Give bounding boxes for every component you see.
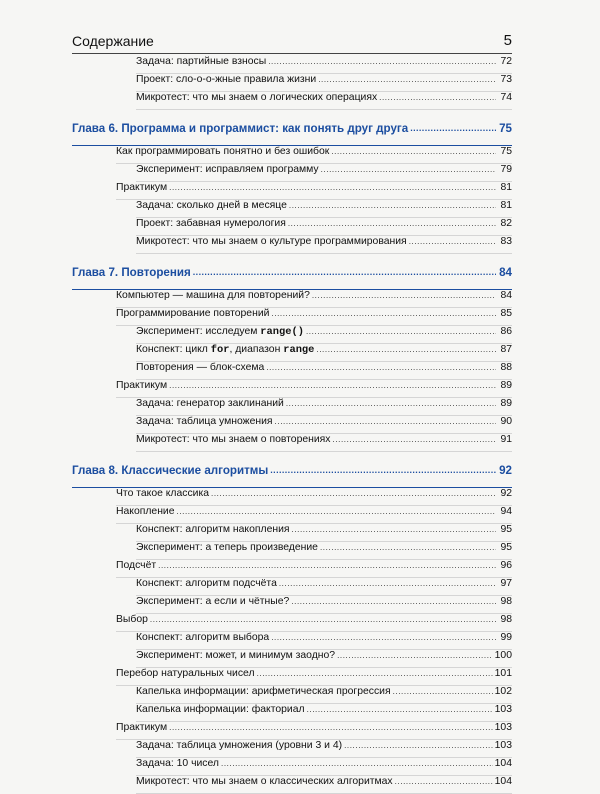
toc-entry[interactable]: Эксперимент: исправляем программу ..... 79	[72, 164, 512, 182]
toc-section[interactable]: Подсчёт ..... 96	[72, 560, 512, 578]
toc-section[interactable]: Перебор натуральных чисел ..... 101	[72, 668, 512, 686]
toc-entry[interactable]: Задача: 10 чисел ..... 104	[72, 758, 512, 776]
toc-entry[interactable]: Задача: таблица умножения (уровни 3 и 4) ..... 103	[72, 740, 512, 758]
page-number: 5	[503, 32, 512, 49]
toc-entry[interactable]: Микротест: что мы знаем о классических алгоритмах ..... 104	[72, 776, 512, 794]
toc-entry[interactable]: Конспект: алгоритм накопления ..... 95	[72, 524, 512, 542]
toc-section[interactable]: Практикум ..... 89	[72, 380, 512, 398]
toc-entry[interactable]: Эксперимент: а если и чётные? ..... 98	[72, 596, 512, 614]
toc-section[interactable]: Что такое классика ..... 92	[72, 488, 512, 506]
toc-entry[interactable]: Капелька информации: арифметическая прогрессия ..... 102	[72, 686, 512, 704]
toc-entry[interactable]: Повторения — блок-схема ..... 88	[72, 362, 512, 380]
toc-chapter-6[interactable]: Глава 6. Программа и программист: как понять друг друга ..... 75	[72, 110, 512, 146]
toc-entry[interactable]: Задача: партийные взносы ..... 72	[72, 56, 512, 74]
page-header	[72, 32, 512, 54]
toc-chapter-8[interactable]: Глава 8. Классические алгоритмы ..... 92	[72, 452, 512, 488]
toc-entry[interactable]: Проект: сло-о-о-жные правила жизни ..... 73	[72, 74, 512, 92]
toc-entry[interactable]: Проект: забавная нумерология ..... 82	[72, 218, 512, 236]
toc-entry[interactable]: Конспект: цикл for, диапазон range ..... 87	[72, 344, 512, 362]
toc-section[interactable]: Программирование повторений ..... 85	[72, 308, 512, 326]
toc-entry[interactable]: Эксперимент: может, и минимум заодно? ..... 100	[72, 650, 512, 668]
toc-entry[interactable]: Эксперимент: исследуем range() ..... 86	[72, 326, 512, 344]
toc-chapter-7[interactable]: Глава 7. Повторения ..... 84	[72, 254, 512, 290]
toc-entry[interactable]: Конспект: алгоритм выбора ..... 99	[72, 632, 512, 650]
toc-entry[interactable]: Конспект: алгоритм подсчёта ..... 97	[72, 578, 512, 596]
toc-entry[interactable]: Микротест: что мы знаем о повторениях ..... 91	[72, 434, 512, 452]
toc-entry[interactable]: Капелька информации: факториал ..... 103	[72, 704, 512, 722]
toc-section[interactable]: Практикум ..... 103	[72, 722, 512, 740]
header-title: Содержание	[72, 33, 154, 49]
toc-entry[interactable]: Задача: генератор заклинаний ..... 89	[72, 398, 512, 416]
toc-entry[interactable]: Задача: таблица умножения ..... 90	[72, 416, 512, 434]
toc-section[interactable]: Выбор ..... 98	[72, 614, 512, 632]
toc-entry[interactable]: Эксперимент: а теперь произведение ..... 95	[72, 542, 512, 560]
toc-entry[interactable]: Микротест: что мы знаем о логических операциях ..... 74	[72, 92, 512, 110]
toc-section[interactable]: Накопление ..... 94	[72, 506, 512, 524]
toc-section[interactable]: Практикум ..... 81	[72, 182, 512, 200]
toc-section[interactable]: Как программировать понятно и без ошибок ..... 75	[72, 146, 512, 164]
toc-section[interactable]: Компьютер — машина для повторений? ..... 84	[72, 290, 512, 308]
toc-entry[interactable]: Микротест: что мы знаем о культуре программирования ..... 83	[72, 236, 512, 254]
table-of-contents	[72, 56, 512, 794]
toc-entry[interactable]: Задача: сколько дней в месяце ..... 81	[72, 200, 512, 218]
